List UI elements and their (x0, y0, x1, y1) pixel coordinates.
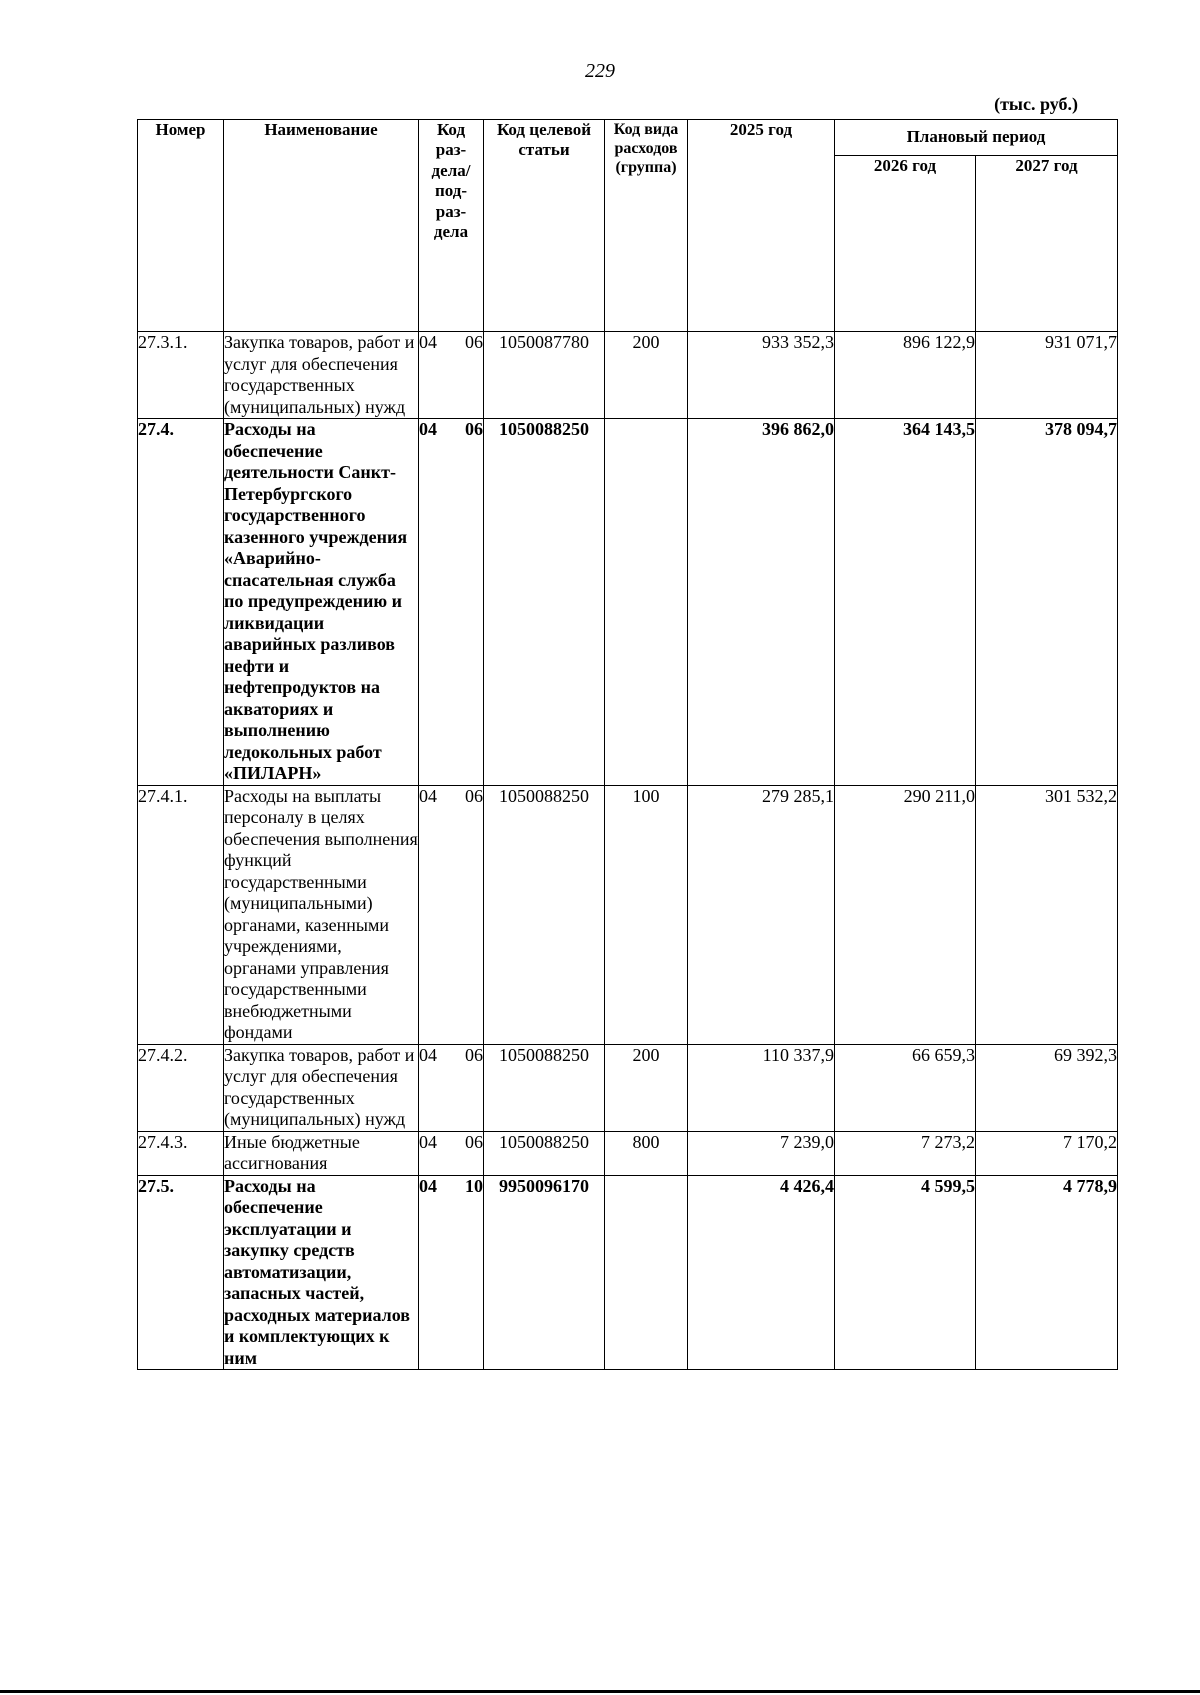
row-number: 27.3.1. (138, 332, 224, 419)
row-amount-2026: 7 273,2 (835, 1131, 976, 1175)
row-section: 04 (419, 332, 437, 352)
row-amount-2026: 896 122,9 (835, 332, 976, 419)
row-subsection: 06 (465, 1044, 483, 1065)
row-name: Иные бюджетные ассигнования (224, 1131, 419, 1175)
row-amount-2025: 110 337,9 (688, 1044, 835, 1131)
header-name: Наименование (224, 120, 419, 332)
table-row (138, 785, 1118, 1044)
row-amount-2025: 933 352,3 (688, 332, 835, 419)
row-expense-type: 100 (605, 785, 688, 1044)
row-amount-2026: 4 599,5 (835, 1175, 976, 1370)
row-amount-2027: 4 778,9 (976, 1175, 1118, 1370)
row-expense-type: 200 (605, 1044, 688, 1131)
row-section-code (419, 1175, 484, 1370)
row-amount-2027: 378 094,7 (976, 419, 1118, 786)
row-name: Расходы на обеспечение деятельности Санкт-Петербургского государственного казенного учреждения «Аварийно-спасательная служба по предупреждению и ликвидации аварийных разливов нефти и нефтепродуктов на акваториях и выполнению ледокольных работ «ПИЛАРН» (224, 419, 419, 786)
row-amount-2026: 364 143,5 (835, 419, 976, 786)
table-row (138, 1044, 1118, 1131)
row-section: 04 (419, 785, 437, 806)
row-number: 27.4.3. (138, 1131, 224, 1175)
row-amount-2027: 69 392,3 (976, 1044, 1118, 1131)
row-section-code (419, 332, 484, 419)
row-number: 27.4. (138, 419, 224, 786)
page-number: 229 (585, 60, 615, 82)
row-name: Расходы на выплаты персоналу в целях обеспечения выполнения функций государственными (муниципальными) органами, казенными учреждениями, органами управления государственными внебюджетными фондами (224, 785, 418, 1042)
row-amount-2026: 66 659,3 (835, 1044, 976, 1131)
row-expense-type: 200 (605, 332, 688, 419)
header-target-code: Код целевой статьи (484, 120, 605, 332)
header-number: Номер (138, 120, 224, 332)
row-subsection: 06 (465, 419, 483, 439)
header-expense-type: Код вида расходов (группа) (605, 120, 688, 332)
header-year-2025: 2025 год (688, 120, 835, 332)
header-row-top (138, 120, 1118, 156)
row-subsection: 06 (465, 785, 483, 806)
row-amount-2027: 931 071,7 (976, 332, 1118, 419)
row-name: Закупка товаров, работ и услуг для обеспечения государственных (муниципальных) нужд (224, 332, 419, 419)
row-amount-2025: 396 862,0 (688, 419, 835, 786)
header-year-2026: 2026 год (835, 156, 976, 332)
row-section: 04 (419, 419, 437, 439)
row-subsection: 06 (465, 332, 483, 352)
row-section: 04 (419, 1131, 437, 1152)
row-amount-2027: 7 170,2 (976, 1131, 1118, 1175)
units-label: (тыс. руб.) (994, 94, 1078, 114)
header-year-2027: 2027 год (976, 156, 1118, 332)
row-section-code (419, 1044, 484, 1131)
table-row (138, 1131, 1118, 1175)
row-target-code: 9950096170 (484, 1175, 605, 1370)
table-row (138, 332, 1118, 419)
row-number: 27.5. (138, 1175, 224, 1370)
row-subsection: 06 (465, 1131, 483, 1152)
row-amount-2025: 279 285,1 (688, 785, 835, 1044)
row-amount-2025: 4 426,4 (688, 1175, 835, 1370)
row-expense-type (605, 419, 688, 786)
row-target-code: 1050088250 (484, 1044, 605, 1131)
table-row (138, 419, 1118, 786)
row-name: Закупка товаров, работ и услуг для обеспечения государственных (муниципальных) нужд (224, 1044, 419, 1131)
row-name: Расходы на обеспечение эксплуатации и закупку средств автоматизации, запасных частей, расходных материалов и комплектующих к ним (224, 1175, 419, 1370)
row-target-code: 1050088250 (484, 785, 605, 1044)
row-expense-type (605, 1175, 688, 1370)
row-amount-2027: 301 532,2 (976, 785, 1118, 1044)
budget-table (137, 119, 1118, 1370)
row-expense-type: 800 (605, 1131, 688, 1175)
row-number: 27.4.2. (138, 1044, 224, 1131)
row-section: 04 (419, 1044, 437, 1065)
row-target-code: 1050088250 (484, 419, 605, 786)
row-subsection: 10 (465, 1175, 483, 1196)
row-amount-2025: 7 239,0 (688, 1131, 835, 1175)
row-section-code (419, 785, 484, 1044)
row-section: 04 (419, 1175, 437, 1196)
scan-bottom-edge (0, 1690, 1200, 1693)
table-row (138, 1175, 1118, 1370)
row-target-code: 1050088250 (484, 1131, 605, 1175)
header-section-code: Код раз-дела/ под-раз-дела (419, 120, 484, 332)
row-target-code: 1050087780 (484, 332, 605, 419)
header-planning-period: Плановый период (835, 120, 1118, 156)
row-number: 27.4.1. (138, 785, 224, 1044)
row-section-code (419, 419, 484, 786)
row-amount-2026: 290 211,0 (835, 785, 976, 1044)
row-section-code (419, 1131, 484, 1175)
